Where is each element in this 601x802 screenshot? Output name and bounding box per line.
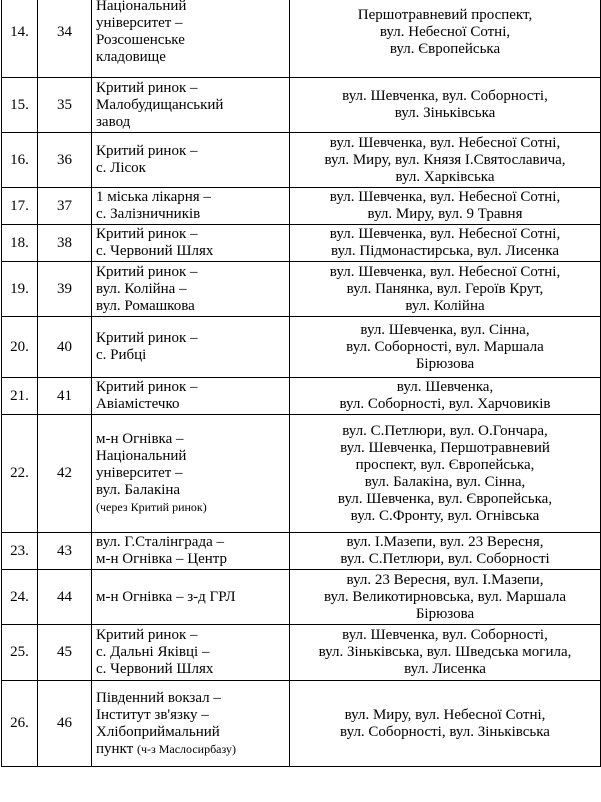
route-path-line: с. Залізничників [96, 206, 201, 222]
route-number: 42 [38, 415, 92, 533]
street-line: вул. Небесної Сотні, [379, 23, 511, 40]
route-path-note: (ч-з Маслосирбазу) [136, 741, 236, 756]
route-path-line: вул. Колійна – [96, 280, 187, 297]
table-row [2, 78, 601, 133]
table-row [2, 415, 601, 533]
route-path-line: вул. Балакіна [96, 482, 181, 498]
route-path-line: Критий ринок – [96, 330, 198, 346]
route-number: 46 [38, 681, 92, 767]
street-line: вул. Зіньківська [394, 105, 496, 121]
route-path [92, 0, 290, 78]
route-streets [290, 225, 601, 262]
table-row [2, 225, 601, 262]
route-path-line: Національний [96, 448, 187, 464]
route-path-line: Малобудищанський [96, 96, 224, 113]
route-path-line: кладовище [96, 49, 166, 65]
street-line: вул. Шевченка, вул. Небесної Сотні, [329, 263, 561, 280]
route-path-line: с. Рибці [96, 347, 147, 363]
street-line: вул. Великотирновська, вул. Маршала [323, 588, 567, 605]
route-path-line: с. Лісок [96, 160, 146, 176]
route-path [92, 625, 290, 681]
row-number: 17. [2, 188, 38, 225]
row-number: 21. [2, 378, 38, 415]
route-path-line: Критий ринок – [96, 379, 198, 395]
route-path-line: Хлібоприймальний [96, 723, 220, 740]
route-number: 43 [38, 533, 92, 570]
table-row [2, 133, 601, 188]
row-number: 16. [2, 133, 38, 188]
street-line: вул. Шевченка, Першотравневий [340, 439, 550, 456]
table-row [2, 317, 601, 378]
route-streets [290, 415, 601, 533]
route-path [92, 225, 290, 262]
row-number: 25. [2, 625, 38, 681]
route-path [92, 378, 290, 415]
street-line: вул. Колійна [405, 297, 485, 314]
street-line: вул. Шевченка, [396, 379, 494, 395]
route-path-line: с. Червоний Шлях [96, 661, 214, 677]
street-line: Першотравневий проспект, [357, 6, 533, 23]
street-line: вул. С.Петлюри, вул. О.Гончара, [342, 422, 548, 439]
route-streets [290, 133, 601, 188]
route-path [92, 570, 290, 625]
street-line: вул. І.Мазепи, вул. 23 Вересня, [346, 534, 544, 550]
row-number: 24. [2, 570, 38, 625]
street-line: вул. Шевченка, вул. Небесної Сотні, [329, 134, 561, 151]
route-path-line: вул. Г.Сталінграда – [96, 534, 224, 550]
route-path-line: Південний вокзал – [96, 689, 221, 706]
route-number: 39 [38, 262, 92, 317]
route-streets [290, 0, 601, 78]
row-number: 18. [2, 225, 38, 262]
street-line: вул. Панянка, вул. Героїв Крут, [346, 280, 544, 297]
street-line: вул. Шевченка, вул. Соборності, [342, 627, 548, 643]
route-streets [290, 188, 601, 225]
route-path-line: Національний [96, 0, 187, 14]
route-path-line: Критий ринок – [96, 143, 198, 159]
route-streets [290, 262, 601, 317]
route-path-line: м-н Огнівка – [96, 431, 184, 447]
street-line: вул. Соборності, вул. Харчовиків [339, 396, 551, 412]
route-path [92, 78, 290, 133]
route-streets [290, 78, 601, 133]
row-number: 26. [2, 681, 38, 767]
street-line: проспект, вул. Європейська, [355, 456, 535, 473]
street-line: вул. Шевченка, вул. Європейська, [337, 490, 553, 507]
route-number: 41 [38, 378, 92, 415]
street-line: вул. С.Петлюри, вул. Соборності [340, 551, 550, 567]
route-path-line: вул. Ромашкова [96, 297, 195, 314]
route-number: 44 [38, 570, 92, 625]
route-path [92, 533, 290, 570]
street-line: вул. Шевченка, вул. Сінна, [360, 321, 530, 338]
row-number: 22. [2, 415, 38, 533]
street-line: вул. Соборності, вул. Маршала [346, 338, 544, 355]
route-path [92, 188, 290, 225]
route-path-line: Авіамістечко [96, 396, 180, 412]
street-line: вул. Балакіна, вул. Сінна, [364, 473, 526, 490]
route-streets [290, 625, 601, 681]
row-number: 20. [2, 317, 38, 378]
route-streets [290, 317, 601, 378]
route-number: 38 [38, 225, 92, 262]
route-number: 34 [38, 0, 92, 78]
route-number: 36 [38, 133, 92, 188]
route-path-line: м-н Огнівка – Центр [96, 551, 228, 567]
street-line: вул. Миру, вул. Князя І.Святославича, [324, 151, 566, 168]
route-number: 35 [38, 78, 92, 133]
route-path-line: Розсошенське [96, 32, 185, 48]
table-row [2, 533, 601, 570]
street-line: вул. Харківська [395, 168, 495, 185]
street-line: вул. Соборності, вул. Зіньківська [340, 723, 550, 740]
route-path-line: м-н Огнівка – з-д ГРЛ [96, 588, 236, 605]
route-path [92, 133, 290, 188]
route-path-line [96, 741, 286, 758]
street-line: вул. 23 Вересня, вул. І.Мазепи, [346, 571, 544, 588]
route-path [92, 262, 290, 317]
route-streets [290, 378, 601, 415]
route-path-line: Критий ринок – [96, 263, 198, 280]
route-path-line: завод [96, 113, 131, 130]
route-path-line: с. Червоний Шлях [96, 243, 214, 259]
route-path-line: університет – [96, 15, 183, 31]
route-path [92, 681, 290, 767]
route-path [92, 317, 290, 378]
routes-table-body [2, 0, 601, 767]
row-number: 23. [2, 533, 38, 570]
street-line: вул. Миру, вул. Небесної Сотні, [344, 706, 546, 723]
route-path-line: Критий ринок – [96, 226, 198, 242]
route-streets [290, 533, 601, 570]
row-number: 15. [2, 78, 38, 133]
route-streets [290, 681, 601, 767]
table-row [2, 378, 601, 415]
street-line: вул. Зіньківська, вул. Шведська могила, [318, 644, 572, 660]
route-path-line: Критий ринок – [96, 627, 198, 643]
table-row [2, 188, 601, 225]
routes-table [1, 0, 601, 767]
street-line: Бірюзова [415, 605, 475, 622]
route-path-text: пункт [96, 740, 134, 757]
street-line: вул. Миру, вул. 9 Травня [367, 206, 523, 222]
table-row [2, 681, 601, 767]
street-line: вул. Лисенка [404, 661, 486, 677]
route-number: 37 [38, 188, 92, 225]
street-line: Бірюзова [415, 355, 475, 372]
table-row [2, 262, 601, 317]
route-path-note: (через Критий ринок) [96, 500, 207, 514]
route-path-line: Інститут зв'язку – [96, 706, 209, 723]
street-line: вул. С.Фронту, вул. Огнівська [350, 507, 540, 524]
route-number: 40 [38, 317, 92, 378]
route-path-line: Критий ринок – [96, 79, 198, 96]
row-number: 19. [2, 262, 38, 317]
street-line: вул. Шевченка, вул. Соборності, [342, 88, 548, 104]
table-row [2, 625, 601, 681]
street-line: вул. Підмонастирська, вул. Лисенка [330, 243, 559, 259]
street-line: вул. Шевченка, вул. Небесної Сотні, [329, 189, 561, 205]
table-row [2, 570, 601, 625]
route-streets [290, 570, 601, 625]
route-path-line: с. Дальні Яківці – [96, 644, 210, 660]
route-path [92, 415, 290, 533]
route-path-line: університет – [96, 465, 183, 481]
street-line: вул. Шевченка, вул. Небесної Сотні, [329, 226, 561, 242]
route-path-line: 1 міська лікарня – [96, 189, 211, 205]
route-number: 45 [38, 625, 92, 681]
row-number: 14. [2, 0, 38, 78]
table-row [2, 0, 601, 78]
street-line: вул. Європейська [389, 40, 501, 57]
